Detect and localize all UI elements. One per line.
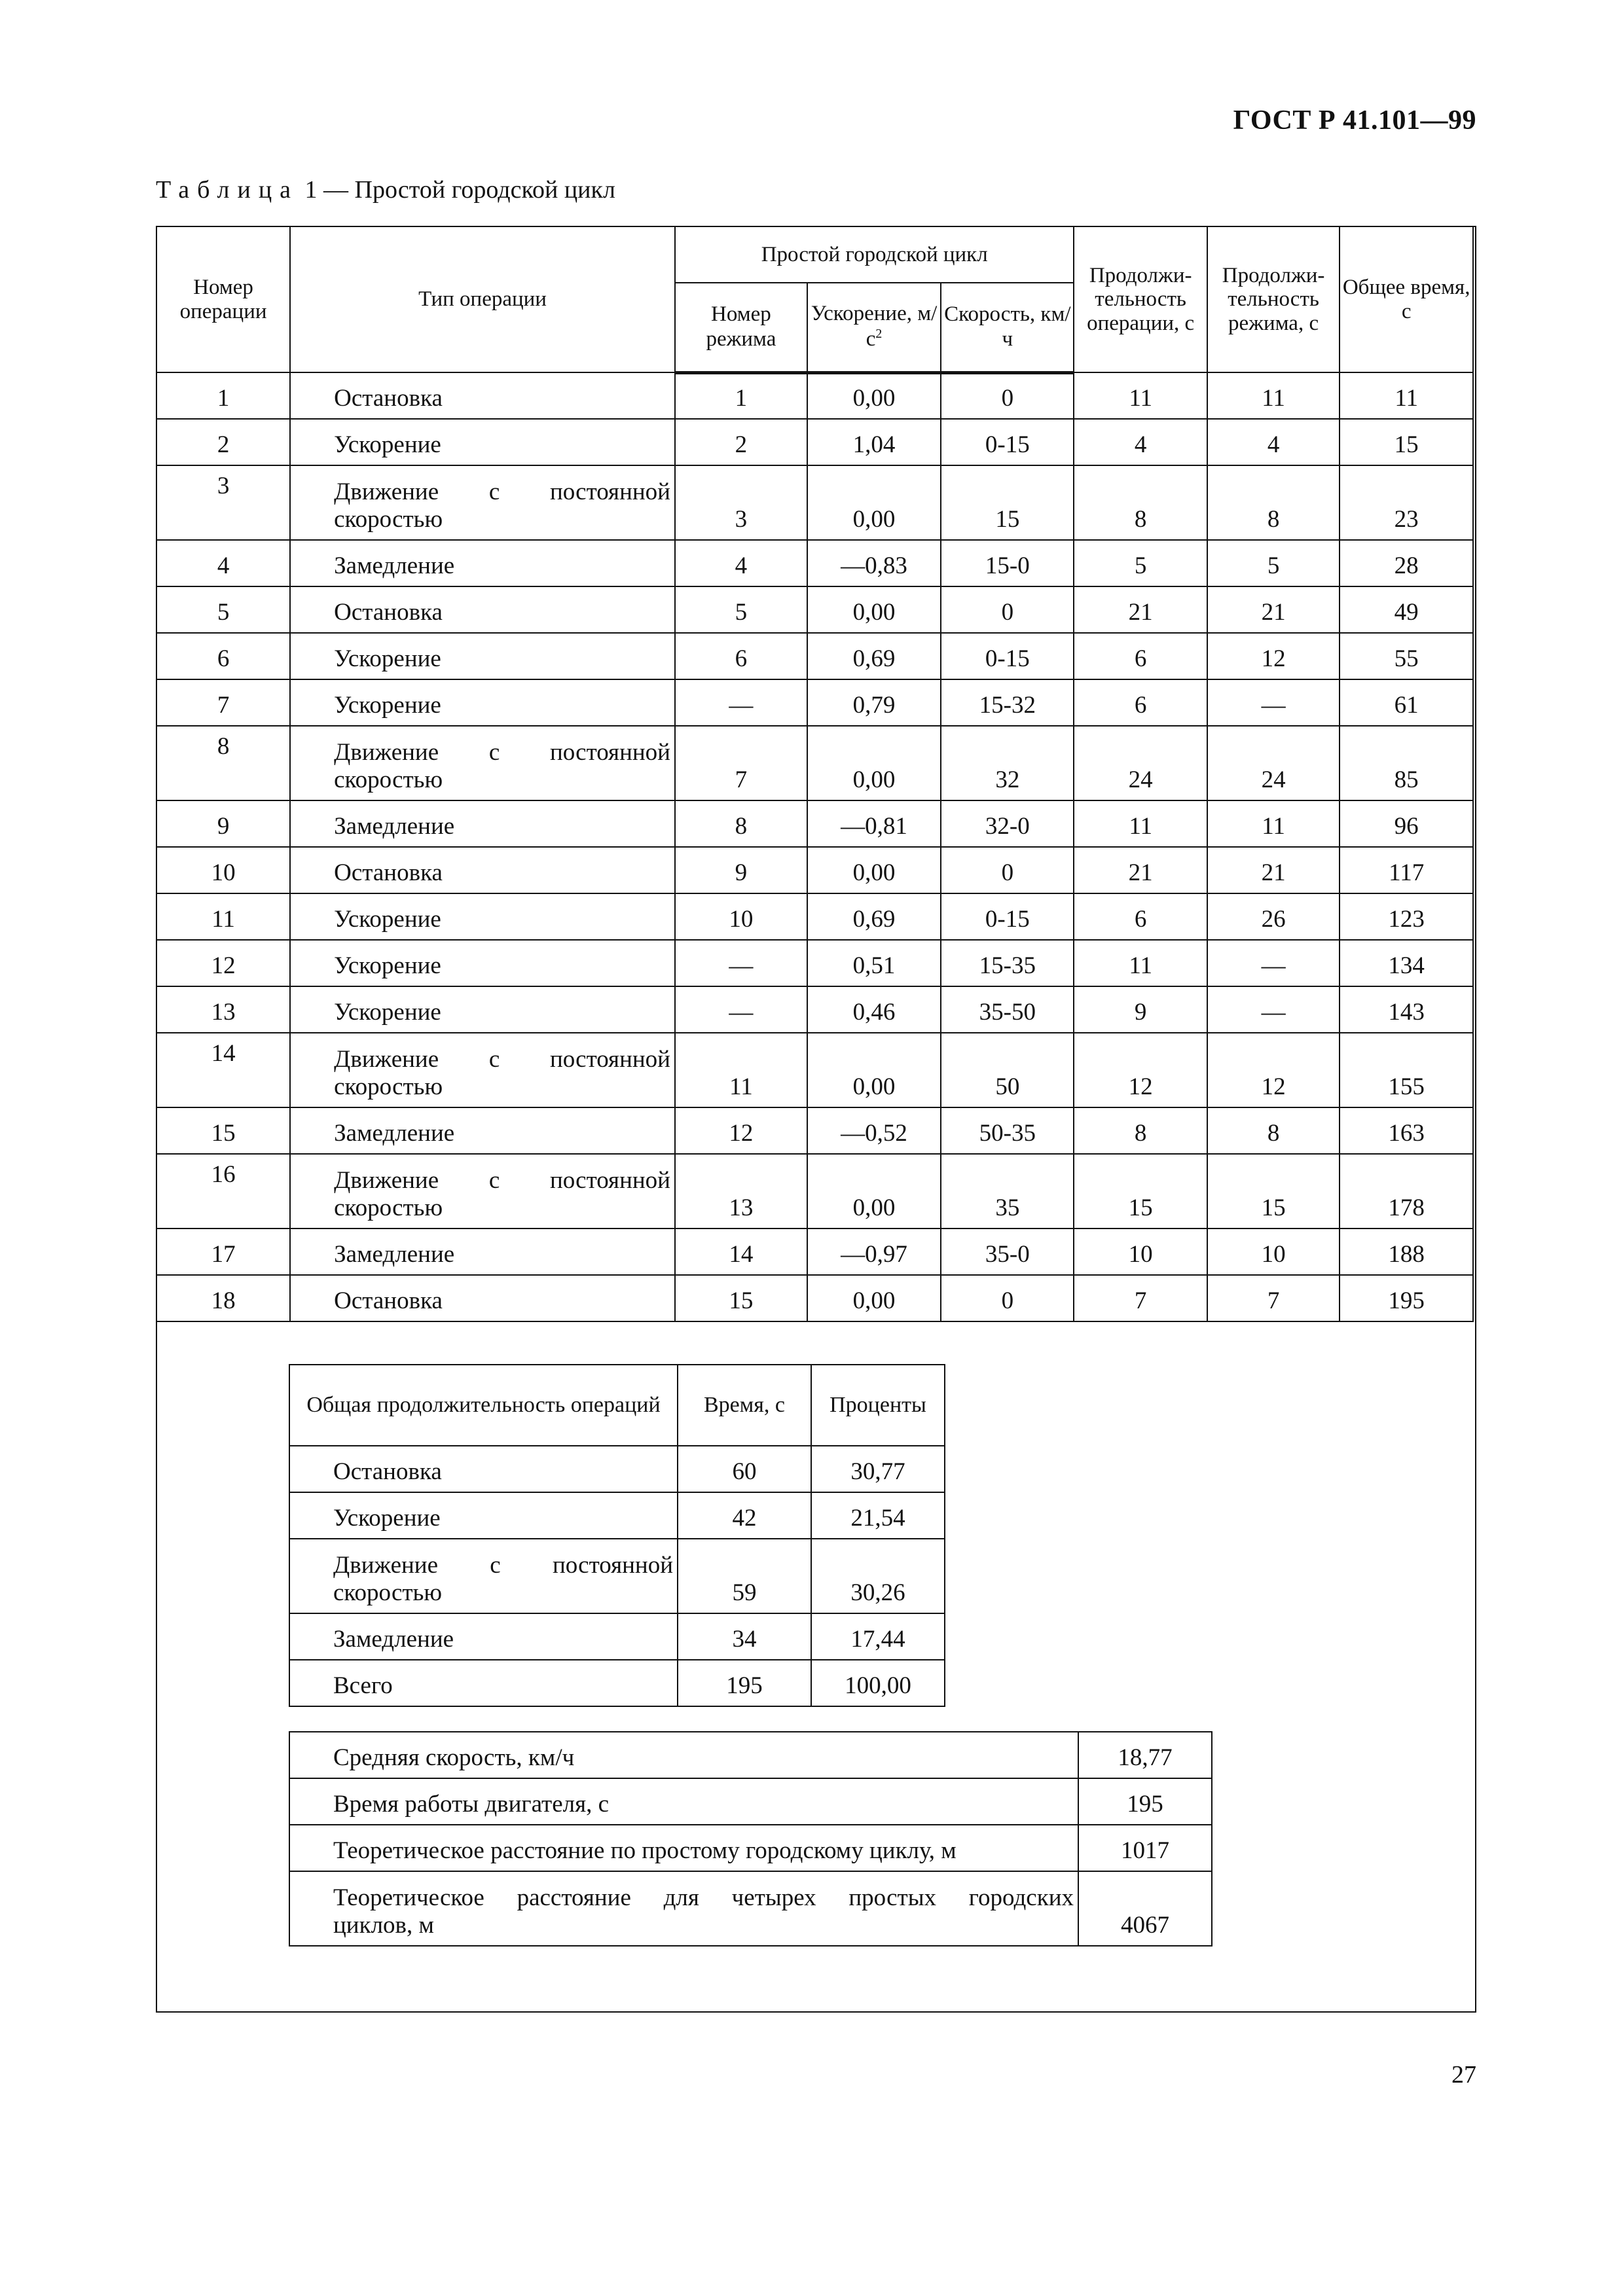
header-total-time: Общее время, с xyxy=(1340,226,1473,372)
mode-duration-cell: 7 xyxy=(1207,1275,1340,1321)
mode-duration-cell: 4 xyxy=(1207,419,1340,465)
header-speed: Скорость, км/ч xyxy=(941,283,1074,372)
acceleration-cell: 0,69 xyxy=(807,893,941,940)
table-row xyxy=(156,679,1473,726)
table-frame xyxy=(156,226,1476,2013)
total-time-cell: 96 xyxy=(1340,800,1473,847)
mode-duration-cell: 8 xyxy=(1207,465,1340,540)
op-number-cell: 10 xyxy=(156,847,290,893)
table-row xyxy=(156,986,1473,1033)
summary-name-cell xyxy=(289,1492,678,1539)
mode-duration-cell: 26 xyxy=(1207,893,1340,940)
standard-designation: ГОСТ Р 41.101—99 xyxy=(1233,105,1476,135)
total-time-cell: 15 xyxy=(1340,419,1473,465)
acceleration-cell: 0,00 xyxy=(807,465,941,540)
acceleration-cell: 0,79 xyxy=(807,679,941,726)
acceleration-cell: 1,04 xyxy=(807,419,941,465)
total-time-cell: 28 xyxy=(1340,540,1473,586)
op-type-cell xyxy=(290,419,675,465)
op-type-cell-line2: скоростью xyxy=(334,1073,443,1101)
op-duration-cell: 6 xyxy=(1074,633,1207,679)
mode-duration-cell: 5 xyxy=(1207,540,1340,586)
mode-number-cell: — xyxy=(675,679,807,726)
speed-cell: 35-50 xyxy=(941,986,1074,1033)
summary-header-percent: Проценты xyxy=(811,1365,945,1446)
table-caption xyxy=(156,175,615,204)
speed-cell: 0-15 xyxy=(941,633,1074,679)
op-number-cell: 9 xyxy=(156,800,290,847)
speed-cell: 35-0 xyxy=(941,1229,1074,1275)
op-duration-cell: 11 xyxy=(1074,800,1207,847)
total-time-cell: 195 xyxy=(1340,1275,1473,1321)
summary-percent-cell: 17,44 xyxy=(811,1613,945,1660)
stats-label-cell-line1: Время работы двигателя, с xyxy=(333,1791,610,1818)
op-duration-cell: 11 xyxy=(1074,372,1207,419)
acceleration-cell: —0,97 xyxy=(807,1229,941,1275)
op-number-cell: 6 xyxy=(156,633,290,679)
op-type-cell-line2: скоростью xyxy=(334,766,443,794)
summary-time-cell: 60 xyxy=(678,1446,811,1492)
op-type-cell-line2: скоростью xyxy=(334,1194,443,1222)
op-type-cell xyxy=(290,940,675,986)
mode-number-cell: 10 xyxy=(675,893,807,940)
op-type-cell-line1: Ускорение xyxy=(334,645,441,673)
summary-percent-cell: 100,00 xyxy=(811,1660,945,1706)
header-op-type: Тип операции xyxy=(290,226,675,372)
op-number-cell: 17 xyxy=(156,1229,290,1275)
total-time-cell: 117 xyxy=(1340,847,1473,893)
summary-row xyxy=(289,1660,945,1706)
op-number-cell: 8 xyxy=(156,726,290,800)
summary-row xyxy=(289,1539,945,1613)
table-row xyxy=(156,1154,1473,1229)
mode-number-cell: 7 xyxy=(675,726,807,800)
speed-cell: 0 xyxy=(941,1275,1074,1321)
op-type-cell-line1: Движение с постоянной xyxy=(334,1166,670,1194)
op-type-cell-line1: Замедление xyxy=(334,1120,455,1147)
summary-name-cell xyxy=(289,1446,678,1492)
mode-number-cell: 11 xyxy=(675,1033,807,1107)
op-type-cell-line1: Замедление xyxy=(334,813,455,840)
op-duration-cell: 8 xyxy=(1074,465,1207,540)
op-type-cell xyxy=(290,372,675,419)
op-number-cell: 1 xyxy=(156,372,290,419)
acceleration-cell: 0,00 xyxy=(807,1154,941,1229)
mode-number-cell: 9 xyxy=(675,847,807,893)
op-type-cell-line1: Движение с постоянной xyxy=(334,738,670,766)
op-number-cell: 5 xyxy=(156,586,290,633)
op-type-cell xyxy=(290,1229,675,1275)
op-type-cell xyxy=(290,540,675,586)
stats-row xyxy=(289,1871,1212,1946)
summary-row xyxy=(289,1613,945,1660)
table-row xyxy=(156,726,1473,800)
acceleration-cell: 0,46 xyxy=(807,986,941,1033)
table-row xyxy=(156,465,1473,540)
op-type-cell xyxy=(290,1107,675,1154)
header-mode-duration: Продолжи-тельность режима, с xyxy=(1207,226,1340,372)
summary-header-name: Общая продолжительность операций xyxy=(289,1365,678,1446)
mode-number-cell: 8 xyxy=(675,800,807,847)
mode-duration-cell: 12 xyxy=(1207,1033,1340,1107)
total-time-cell: 55 xyxy=(1340,633,1473,679)
op-type-cell xyxy=(290,893,675,940)
summary-name-cell xyxy=(289,1539,678,1613)
summary-name-cell-line1: Замедление xyxy=(333,1626,454,1653)
stats-value-cell: 195 xyxy=(1078,1778,1212,1825)
total-time-cell: 123 xyxy=(1340,893,1473,940)
caption-title: — Простой городской цикл xyxy=(323,176,615,204)
op-duration-cell: 8 xyxy=(1074,1107,1207,1154)
mode-duration-cell: 21 xyxy=(1207,847,1340,893)
total-time-cell: 61 xyxy=(1340,679,1473,726)
main-table xyxy=(156,226,1474,1322)
stats-row xyxy=(289,1825,1212,1871)
caption-label: Таблица xyxy=(156,176,299,204)
op-number-cell: 18 xyxy=(156,1275,290,1321)
speed-cell: 35 xyxy=(941,1154,1074,1229)
op-type-cell-line1: Остановка xyxy=(334,1287,443,1315)
op-duration-cell: 24 xyxy=(1074,726,1207,800)
speed-cell: 15 xyxy=(941,465,1074,540)
acceleration-label: Ускорение, м/с xyxy=(811,302,938,351)
acceleration-cell: —0,83 xyxy=(807,540,941,586)
acceleration-cell: 0,00 xyxy=(807,586,941,633)
op-duration-cell: 6 xyxy=(1074,893,1207,940)
total-time-cell: 178 xyxy=(1340,1154,1473,1229)
table-row xyxy=(156,1229,1473,1275)
header-op-number: Номер операции xyxy=(156,226,290,372)
total-time-cell: 23 xyxy=(1340,465,1473,540)
acceleration-cell: 0,00 xyxy=(807,1275,941,1321)
table-row xyxy=(156,1107,1473,1154)
table-row xyxy=(156,1033,1473,1107)
op-number-cell: 16 xyxy=(156,1154,290,1229)
mode-duration-cell: 21 xyxy=(1207,586,1340,633)
header-mode-number: Номер режима xyxy=(675,283,807,372)
stats-row xyxy=(289,1732,1212,1778)
total-time-cell: 188 xyxy=(1340,1229,1473,1275)
acceleration-exponent: 2 xyxy=(875,327,883,342)
stats-table xyxy=(289,1731,1213,1946)
op-number-cell: 7 xyxy=(156,679,290,726)
mode-number-cell: 2 xyxy=(675,419,807,465)
total-time-cell: 11 xyxy=(1340,372,1473,419)
op-number-cell: 3 xyxy=(156,465,290,540)
stats-label-cell xyxy=(289,1825,1078,1871)
table-row xyxy=(156,540,1473,586)
table-row xyxy=(156,800,1473,847)
op-type-cell-line1: Замедление xyxy=(334,552,455,580)
mode-number-cell: 14 xyxy=(675,1229,807,1275)
total-time-cell: 155 xyxy=(1340,1033,1473,1107)
stats-label-cell-line1: Средняя скорость, км/ч xyxy=(333,1744,575,1772)
caption-number: 1 xyxy=(304,176,318,204)
table-row xyxy=(156,633,1473,679)
op-duration-cell: 11 xyxy=(1074,940,1207,986)
speed-cell: 32 xyxy=(941,726,1074,800)
op-type-cell xyxy=(290,986,675,1033)
op-number-cell: 4 xyxy=(156,540,290,586)
op-type-cell-line1: Остановка xyxy=(334,385,443,412)
op-type-cell-line1: Замедление xyxy=(334,1241,455,1268)
summary-row xyxy=(289,1492,945,1539)
summary-name-cell xyxy=(289,1613,678,1660)
stats-value-cell: 18,77 xyxy=(1078,1732,1212,1778)
summary-name-cell-line2: скоростью xyxy=(333,1579,443,1607)
op-duration-cell: 5 xyxy=(1074,540,1207,586)
op-number-cell: 12 xyxy=(156,940,290,986)
stats-label-cell-line1: Теоретическое расстояние для четырех простых городских xyxy=(333,1884,1074,1911)
op-type-cell-line1: Движение с постоянной xyxy=(334,478,670,505)
op-duration-cell: 21 xyxy=(1074,586,1207,633)
mode-duration-cell: 8 xyxy=(1207,1107,1340,1154)
summary-time-cell: 42 xyxy=(678,1492,811,1539)
op-number-cell: 2 xyxy=(156,419,290,465)
op-number-cell: 14 xyxy=(156,1033,290,1107)
speed-cell: 32-0 xyxy=(941,800,1074,847)
summary-time-cell: 59 xyxy=(678,1539,811,1613)
total-time-cell: 85 xyxy=(1340,726,1473,800)
acceleration-cell: 0,00 xyxy=(807,1033,941,1107)
mode-duration-cell: 10 xyxy=(1207,1229,1340,1275)
speed-cell: 0 xyxy=(941,372,1074,419)
op-type-cell xyxy=(290,800,675,847)
acceleration-cell: —0,81 xyxy=(807,800,941,847)
mode-number-cell: 4 xyxy=(675,540,807,586)
summary-name-cell xyxy=(289,1660,678,1706)
mode-duration-cell: 15 xyxy=(1207,1154,1340,1229)
speed-cell: 15-35 xyxy=(941,940,1074,986)
stats-label-cell-line2: циклов, м xyxy=(333,1912,434,1939)
acceleration-cell: 0,00 xyxy=(807,726,941,800)
table-row xyxy=(156,940,1473,986)
acceleration-cell: —0,52 xyxy=(807,1107,941,1154)
header-op-duration: Продолжи-тельность операции, с xyxy=(1074,226,1207,372)
op-type-cell-line1: Ускорение xyxy=(334,906,441,933)
op-type-cell xyxy=(290,847,675,893)
summary-row xyxy=(289,1446,945,1492)
op-type-cell xyxy=(290,633,675,679)
summary-header-time: Время, с xyxy=(678,1365,811,1446)
acceleration-cell: 0,69 xyxy=(807,633,941,679)
header-cycle-group: Простой городской цикл xyxy=(675,226,1074,283)
op-type-cell-line2: скоростью xyxy=(334,506,443,533)
mode-number-cell: 3 xyxy=(675,465,807,540)
op-duration-cell: 12 xyxy=(1074,1033,1207,1107)
op-type-cell-line1: Движение с постоянной xyxy=(334,1045,670,1073)
op-type-cell-line1: Ускорение xyxy=(334,999,441,1026)
summary-percent-cell: 30,77 xyxy=(811,1446,945,1492)
speed-cell: 0-15 xyxy=(941,419,1074,465)
total-time-cell: 134 xyxy=(1340,940,1473,986)
summary-name-cell-line1: Ускорение xyxy=(333,1505,441,1532)
table-row xyxy=(156,419,1473,465)
table-row xyxy=(156,1275,1473,1321)
stats-label-cell xyxy=(289,1732,1078,1778)
speed-cell: 0 xyxy=(941,847,1074,893)
mode-number-cell: — xyxy=(675,986,807,1033)
stats-value-cell: 1017 xyxy=(1078,1825,1212,1871)
total-time-cell: 49 xyxy=(1340,586,1473,633)
stats-label-cell-line1: Теоретическое расстояние по простому городскому циклу, м xyxy=(333,1837,957,1865)
mode-duration-cell: — xyxy=(1207,940,1340,986)
acceleration-cell: 0,00 xyxy=(807,847,941,893)
mode-duration-cell: 11 xyxy=(1207,800,1340,847)
op-type-cell xyxy=(290,1033,675,1107)
mode-number-cell: 13 xyxy=(675,1154,807,1229)
op-type-cell xyxy=(290,726,675,800)
speed-cell: 50 xyxy=(941,1033,1074,1107)
mode-number-cell: 1 xyxy=(675,372,807,419)
table-row xyxy=(156,893,1473,940)
speed-cell: 0 xyxy=(941,586,1074,633)
summary-name-cell-line1: Остановка xyxy=(333,1458,442,1486)
mode-number-cell: 5 xyxy=(675,586,807,633)
op-type-cell-line1: Ускорение xyxy=(334,952,441,980)
op-type-cell xyxy=(290,679,675,726)
summary-percent-cell: 21,54 xyxy=(811,1492,945,1539)
table-row xyxy=(156,372,1473,419)
summary-time-cell: 195 xyxy=(678,1660,811,1706)
mode-duration-cell: 12 xyxy=(1207,633,1340,679)
summary-table xyxy=(289,1364,945,1707)
mode-number-cell: — xyxy=(675,940,807,986)
mode-duration-cell: 11 xyxy=(1207,372,1340,419)
op-duration-cell: 7 xyxy=(1074,1275,1207,1321)
op-duration-cell: 4 xyxy=(1074,419,1207,465)
op-number-cell: 11 xyxy=(156,893,290,940)
op-type-cell xyxy=(290,465,675,540)
mode-number-cell: 12 xyxy=(675,1107,807,1154)
page-number: 27 xyxy=(1451,2061,1476,2089)
total-time-cell: 163 xyxy=(1340,1107,1473,1154)
summary-percent-cell: 30,26 xyxy=(811,1539,945,1613)
op-duration-cell: 9 xyxy=(1074,986,1207,1033)
table-row xyxy=(156,847,1473,893)
op-number-cell: 13 xyxy=(156,986,290,1033)
op-duration-cell: 10 xyxy=(1074,1229,1207,1275)
speed-cell: 0-15 xyxy=(941,893,1074,940)
speed-cell: 50-35 xyxy=(941,1107,1074,1154)
stats-value-cell: 4067 xyxy=(1078,1871,1212,1946)
table-row xyxy=(156,586,1473,633)
op-number-cell: 15 xyxy=(156,1107,290,1154)
mode-duration-cell: — xyxy=(1207,986,1340,1033)
header-acceleration xyxy=(807,283,941,372)
summary-name-cell-line1: Всего xyxy=(333,1672,393,1700)
total-time-cell: 143 xyxy=(1340,986,1473,1033)
op-type-cell-line1: Остановка xyxy=(334,859,443,887)
mode-number-cell: 6 xyxy=(675,633,807,679)
mode-duration-cell: 24 xyxy=(1207,726,1340,800)
op-type-cell xyxy=(290,586,675,633)
acceleration-cell: 0,00 xyxy=(807,372,941,419)
speed-cell: 15-0 xyxy=(941,540,1074,586)
speed-cell: 15-32 xyxy=(941,679,1074,726)
op-type-cell-line1: Ускорение xyxy=(334,692,441,719)
summary-name-cell-line1: Движение с постоянной xyxy=(333,1551,673,1579)
op-type-cell-line1: Ускорение xyxy=(334,431,441,459)
op-duration-cell: 21 xyxy=(1074,847,1207,893)
op-duration-cell: 15 xyxy=(1074,1154,1207,1229)
mode-duration-cell: — xyxy=(1207,679,1340,726)
summary-time-cell: 34 xyxy=(678,1613,811,1660)
op-duration-cell: 6 xyxy=(1074,679,1207,726)
op-type-cell xyxy=(290,1154,675,1229)
acceleration-cell: 0,51 xyxy=(807,940,941,986)
mode-number-cell: 15 xyxy=(675,1275,807,1321)
op-type-cell-line1: Остановка xyxy=(334,599,443,626)
stats-label-cell xyxy=(289,1778,1078,1825)
op-type-cell xyxy=(290,1275,675,1321)
stats-row xyxy=(289,1778,1212,1825)
stats-label-cell xyxy=(289,1871,1078,1946)
